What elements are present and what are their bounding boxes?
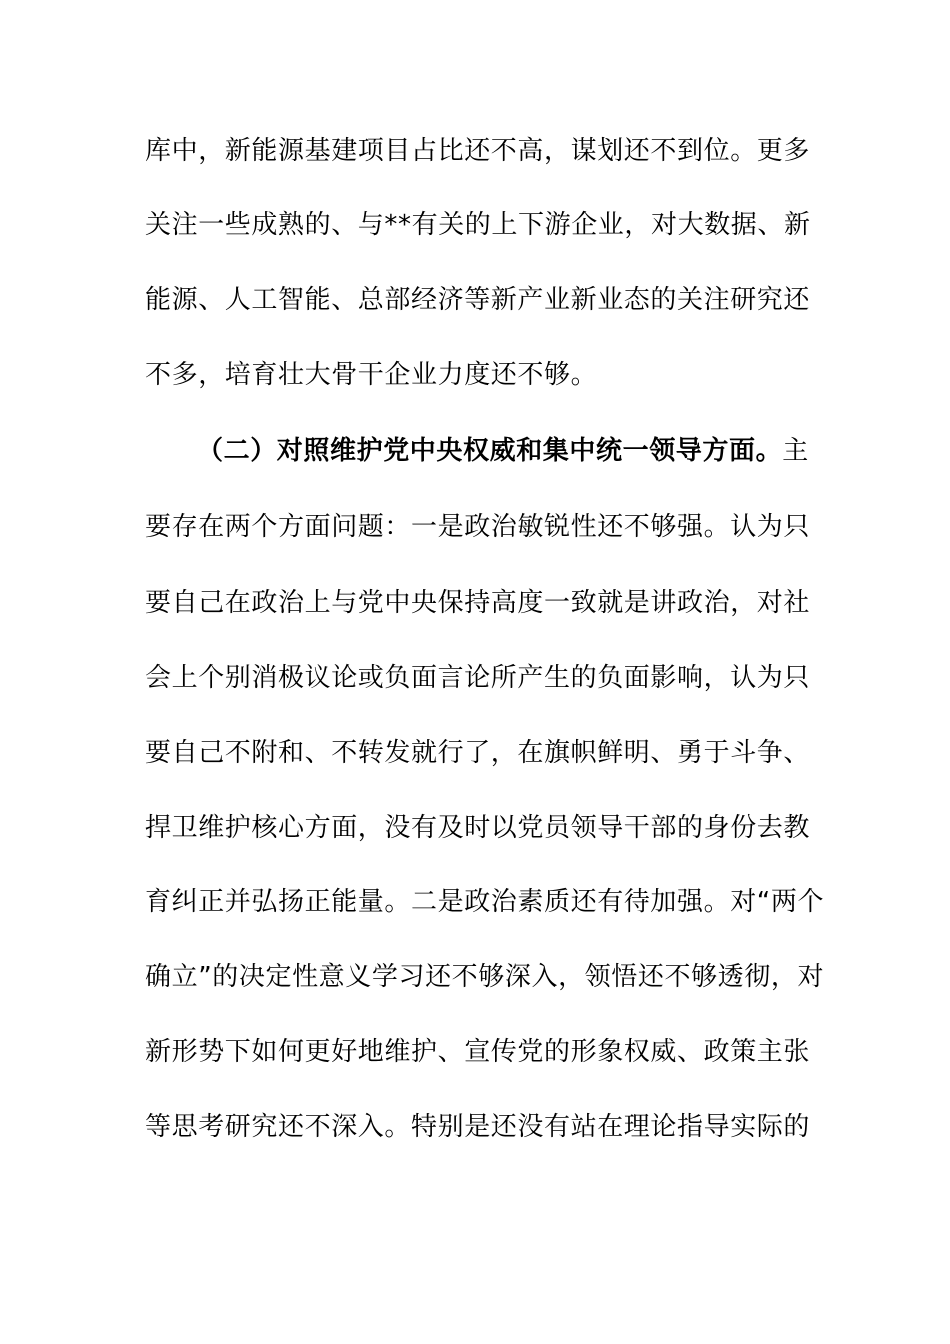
- paragraph-line: 要自己在政治上与党中央保持高度一致就是讲政治，对社: [145, 588, 811, 618]
- paragraph-text: 主: [782, 436, 809, 466]
- section-heading-line: [197, 431, 810, 471]
- paragraph-line: 要自己不附和、不转发就行了，在旗帜鲜明、勇于斗争、: [145, 738, 811, 768]
- paragraph-line: 能源、人工智能、总部经济等新产业新业态的关注研究还: [145, 285, 811, 315]
- paragraph-line: 会上个别消极议论或负面言论所产生的负面影响，认为只: [145, 663, 811, 693]
- paragraph-line: 库中，新能源基建项目占比还不高，谋划还不到位。更多: [145, 136, 811, 166]
- paragraph-line: 关注一些成熟的、与**有关的上下游企业，对大数据、新: [145, 210, 811, 240]
- paragraph-line: 等思考研究还不深入。特别是还没有站在理论指导实际的: [145, 1112, 811, 1142]
- paragraph-line: 要存在两个方面问题：一是政治敏锐性还不够强。认为只: [145, 512, 811, 542]
- paragraph-line: 育纠正并弘扬正能量。二是政治素质还有待加强。对“两个: [145, 887, 825, 917]
- paragraph-line: 不多，培育壮大骨干企业力度还不够。: [145, 360, 598, 390]
- paragraph-line: 新形势下如何更好地维护、宣传党的形象权威、政策主张: [145, 1037, 811, 1067]
- section-heading: （二）对照维护党中央权威和集中统一领导方面。: [197, 436, 783, 466]
- paragraph-line: 确立”的决定性意义学习还不够深入，领悟还不够透彻，对: [145, 962, 825, 992]
- paragraph-line: 捍卫维护核心方面，没有及时以党员领导干部的身份去教: [145, 813, 811, 843]
